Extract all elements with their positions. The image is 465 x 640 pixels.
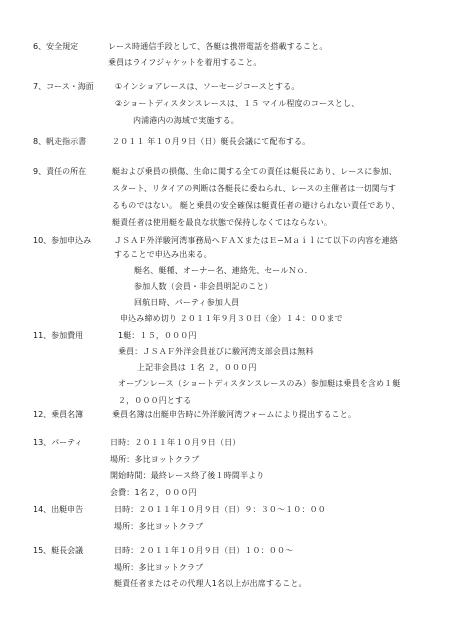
- section-line: 会費：1名２，０００円: [110, 488, 197, 497]
- section-line: 場所：多比ヨットクラブ: [114, 522, 204, 531]
- section-line: 艇および乗員の損傷、生命に関する全ての責任は艇長にあり、レースに参加、: [112, 167, 397, 176]
- section-line: 艇責任者は使用艇を最良な状態で保持しなくてはならない。: [112, 218, 333, 227]
- section-line: 日時：２０１１年１０月９日（日）１０：００〜: [114, 546, 294, 555]
- section-label: 8、帆走指示書: [33, 137, 87, 146]
- section-line: ＪＳＡＦ外洋駿河湾事務局へＦＡＸまたはＥ−Ｍａｉｌにて以下の内容を連絡: [114, 236, 398, 245]
- section-line: 乗員名簿は出艇申告時に外洋駿河湾フォームにより提出すること。: [112, 410, 357, 419]
- section-line: スタート、リタイアの判断は各艇長に委ねられ、レースの主催者は一切関与す: [112, 184, 397, 193]
- section-line: 申込み締め切り ２０１１年９月３０日（金）１４：００まで: [120, 314, 343, 323]
- section-label: 7、コース・海面: [33, 82, 94, 91]
- section-line: 日時：２０１１年１０月９日（日）９：３０〜１０：００: [114, 505, 326, 514]
- section-line: るものではない。 艇と乗員の安全確保は艇責任者の避けられない責任であり、: [112, 201, 400, 210]
- section-label: 13、パーティ: [33, 438, 83, 447]
- section-line: レース時通信手段として、各艇は携帯電話を搭載すること。: [108, 42, 328, 51]
- section-line: ２０１１ 年１０月９日（日）艇長会議にて配布する。: [112, 137, 311, 146]
- section-line: 開始時間：最終レース終了後１時間半より: [110, 471, 265, 480]
- section-line: 参加人数（会員・非会員明記のこと）: [134, 282, 273, 291]
- section-line: ①インショアレースは、ソーセージコースとする。: [115, 82, 300, 91]
- section-label: 12、乗員名簿: [33, 410, 84, 419]
- section-line: することで申込み出来る。: [114, 250, 212, 259]
- section-label: 10、参加申込み: [33, 236, 92, 245]
- section-line: 1艇：１５，０００円: [118, 331, 197, 340]
- section-label: 15、艇長会議: [33, 546, 84, 555]
- section-line: 内浦港内の海域で実施する。: [133, 116, 239, 125]
- section-line: 回航日時、パーティ参加人員: [134, 298, 240, 307]
- section-line: 上記非会員は １名 ２，０００円: [137, 363, 257, 372]
- section-line: 艇名、艇種、オーナー名、連絡先、セールＮｏ.: [134, 266, 308, 275]
- section-line: 乗員：ＪＳＡＦ外洋会員並びに駿河湾支部会員は無料: [118, 347, 314, 356]
- section-line: 場所：多比ヨットクラブ: [110, 455, 200, 464]
- section-label: 6、安全規定: [33, 42, 79, 51]
- section-label: 11、参加費用: [33, 331, 84, 340]
- section-line: 艇責任者またはその代理人1名以上が出席すること。: [114, 579, 307, 588]
- section-label: 14、出艇申告: [33, 505, 84, 514]
- section-line: ②ショートディスタンスレースは、１５ マイル程度のコースとし、: [115, 99, 360, 108]
- section-line: 日時：２０１１年１０月９日（日）: [110, 438, 241, 447]
- section-line: ２，０００円とする: [118, 396, 192, 405]
- section-label: 9、責任の所在: [33, 167, 87, 176]
- section-line: 場所：多比ヨットクラブ: [114, 563, 204, 572]
- section-line: オープンレース（ショートディスタンスレースのみ）参加艇は乗員を含め１艇: [118, 379, 401, 388]
- section-line: 乗員はライフジャケットを着用すること。: [108, 58, 262, 67]
